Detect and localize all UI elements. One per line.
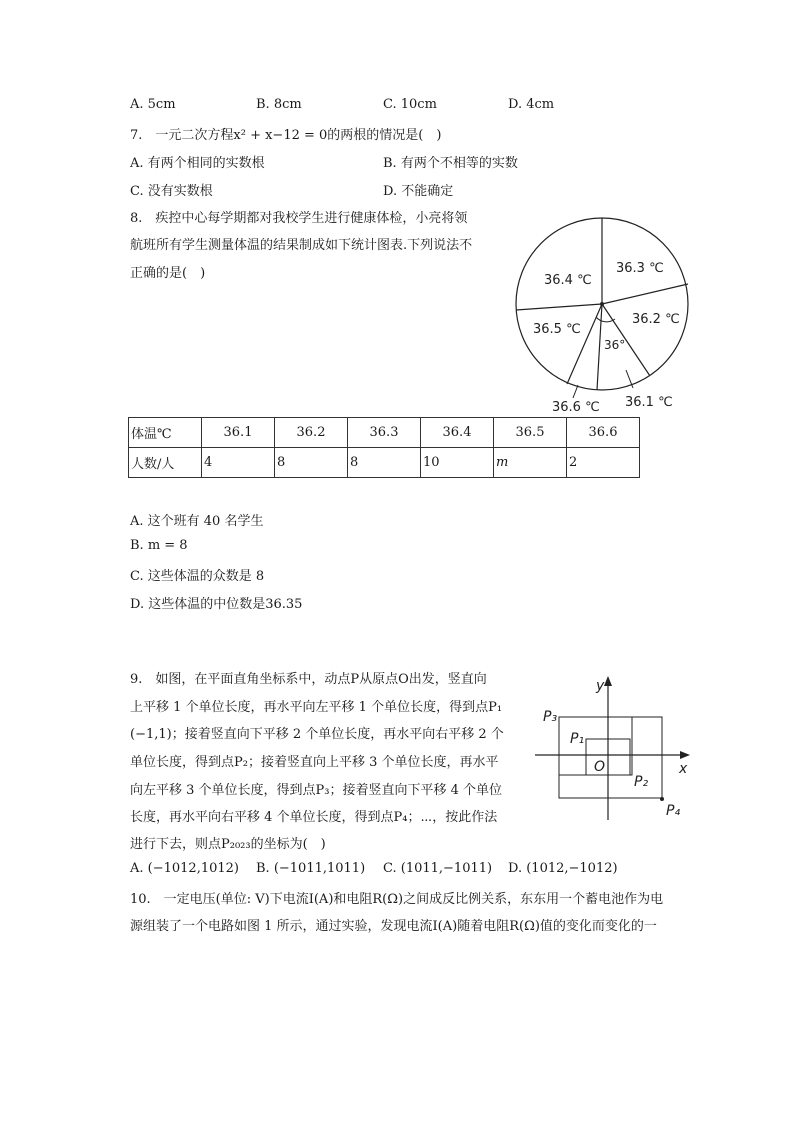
q6-option-b: B. 8cm (256, 97, 302, 112)
q8-option-d: D. 这些体温的中位数是36.35 (130, 597, 303, 612)
x-axis-arrow (680, 751, 690, 759)
q9-stem-line-2: 上平移 1 个单位长度，再水平向左平移 1 个单位长度，得到点P₁ (130, 700, 503, 715)
q9-stem-line-1: 9. 如图，在平面直角坐标系中，动点P从原点O出发，竖直向 (130, 672, 487, 687)
y-axis-label: y (596, 678, 605, 694)
pie-label-36-4: 36.4 ℃ (544, 273, 592, 288)
q10-stem-line-1: 10. 一定电压(单位: V)下电流I(A)和电阻R(Ω)之间成反比例关系，东东用一个蓄电池作为电 (130, 892, 664, 907)
table-cell: 10 (421, 448, 494, 478)
q9-option-d: D. (1012,−1012) (508, 861, 618, 876)
pie-label-36-2: 36.2 ℃ (632, 312, 680, 327)
table-header-cell: 36.5 (494, 418, 567, 448)
p3-label: P₃ (543, 709, 558, 725)
table-header-cell: 36.2 (275, 418, 348, 448)
q8-option-b: B. m = 8 (130, 538, 188, 553)
pie-label-36-1: 36.1 ℃ (625, 395, 673, 410)
q10-stem-line-2: 源组装了一个电路如图 1 所示，通过实验，发现电流I(A)随着电阻R(Ω)值的变化而变化的一 (130, 919, 657, 934)
table-cell: 人数/人 (129, 448, 202, 478)
q7-option-b: B. 有两个不相等的实数 (383, 156, 518, 171)
q7-option-c: C. 没有实数根 (130, 184, 213, 199)
pie-center (600, 302, 604, 306)
q9-stem-line-4: 单位长度，得到点P₂；接着竖直向上平移 3 个单位长度，再水平 (130, 755, 499, 770)
q9-stem-line-7: 进行下去，则点P₂₀₂₃的坐标为( ) (130, 837, 326, 852)
q6-option-d: D. 4cm (508, 97, 555, 112)
leader-36-6 (573, 385, 578, 398)
q6-option-c: C. 10cm (383, 97, 437, 112)
q9-coordinate-figure (530, 670, 700, 825)
pie-label-36-3: 36.3 ℃ (616, 261, 664, 276)
table-cell: 2 (567, 448, 640, 478)
q9-stem-line-6: 长度，再水平向右平移 4 个单位长度，得到点P₄；⋯，按此作法 (130, 810, 498, 825)
p1-label: P₁ (570, 731, 585, 747)
pie-divider-lower-left (567, 304, 602, 384)
p4-label: P₄ (666, 803, 681, 819)
pie-label-36-5: 36.5 ℃ (533, 322, 581, 337)
q9-option-c: C. (1011,−1011) (383, 861, 493, 876)
p2-label: P₂ (634, 774, 649, 790)
table-row (129, 448, 640, 478)
q9-stem-line-3: (−1,1)；接着竖直向下平移 2 个单位长度，再水平向右平移 2 个 (130, 727, 504, 742)
q6-option-a: A. 5cm (130, 97, 176, 112)
table-header-cell: 36.4 (421, 418, 494, 448)
q7-option-d: D. 不能确定 (383, 184, 454, 199)
pie-label-36-6: 36.6 ℃ (552, 400, 600, 415)
table-cell: 4 (202, 448, 275, 478)
y-axis-arrow (604, 676, 612, 686)
pie-divider-left (516, 304, 602, 310)
q8-temperature-table (128, 417, 640, 478)
square-p1 (586, 739, 608, 755)
table-cell: m (494, 448, 567, 478)
x-axis-label: x (679, 761, 688, 777)
q8-option-a: A. 这个班有 40 名学生 (130, 514, 264, 529)
q9-stem-line-5: 向左平移 3 个单位长度，得到点P₃；接着竖直向下平移 4 个单位 (130, 783, 503, 798)
table-header-cell: 36.1 (202, 418, 275, 448)
table-cell: 8 (275, 448, 348, 478)
q8-stem-line-2: 航班所有学生测量体温的结果制成如下统计图表.下列说法不 (130, 238, 473, 253)
q8-stem-line-3: 正确的是( ) (130, 266, 206, 281)
q7-option-a: A. 有两个相同的实数根 (130, 156, 265, 171)
q7-stem: 7. 一元二次方程x² + x−12 = 0的两根的情况是( ) (130, 128, 442, 143)
pie-divider-right (602, 284, 688, 304)
table-header-cell: 36.3 (348, 418, 421, 448)
origin-label: O (594, 759, 606, 775)
point-p4 (660, 797, 664, 801)
q8-pie-chart (505, 212, 705, 417)
table-row (129, 418, 640, 448)
table-cell: 8 (348, 448, 421, 478)
pie-angle-label: 36° (604, 338, 626, 352)
q8-option-c: C. 这些体温的众数是 8 (130, 569, 265, 584)
q8-stem-line-1: 8. 疾控中心每学期都对我校学生进行健康体检，小亮将领 (130, 211, 468, 226)
table-header-cell: 体温℃ (129, 418, 202, 448)
q9-option-a: A. (−1012,1012) (130, 861, 239, 876)
q9-option-b: B. (−1011,1011) (256, 861, 366, 876)
pie-divider-bottom (597, 304, 602, 390)
table-header-cell: 36.6 (567, 418, 640, 448)
